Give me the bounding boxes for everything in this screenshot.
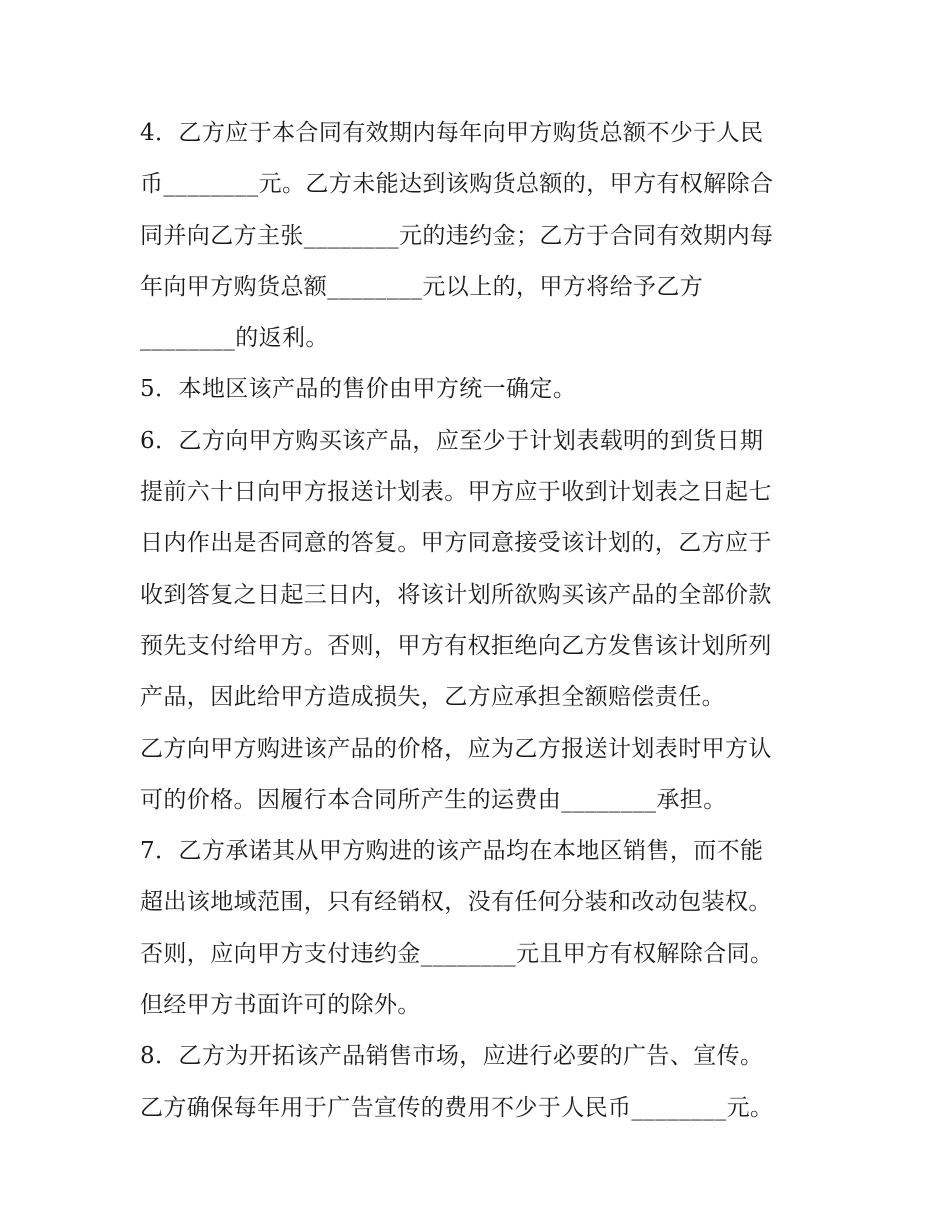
text-line: 超出该地域范围，只有经销权，没有任何分装和改动包装权。 — [140, 889, 772, 916]
text-line: 8．乙方为开拓该产品销售市场，应进行必要的广告、宣传。 — [140, 1043, 764, 1070]
text-line: 币________元。乙方未能达到该购货总额的，甲方有权解除合 — [140, 171, 774, 198]
text-line: 可的价格。因履行本合同所产生的运费由________承担。 — [140, 786, 727, 813]
text-line: 同并向乙方主张________元的违约金；乙方于合同有效期内每 — [140, 222, 774, 249]
text-line: 预先支付给甲方。否则，甲方有权拒绝向乙方发售该计划所列 — [140, 632, 772, 659]
contract-text — [140, 108, 840, 1134]
text-line: 4．乙方应于本合同有效期内每年向甲方购货总额不少于人民 — [140, 120, 764, 146]
text-line: 乙方确保每年用于广告宣传的费用不少于人民币________元。 — [140, 1094, 774, 1121]
text-line: 5．本地区该产品的售价由甲方统一确定。 — [140, 376, 577, 403]
text-line: 7．乙方承诺其从甲方购进的该产品均在本地区销售，而不能 — [140, 838, 764, 865]
text-line: 日内作出是否同意的答复。甲方同意接受该计划的，乙方应于 — [140, 530, 772, 557]
text-line: 收到答复之日起三日内，将该计划所欲购买该产品的全部价款 — [140, 581, 772, 608]
text-line: ________的返利。 — [140, 325, 329, 352]
text-line: 否则，应向甲方支付违约金________元且甲方有权解除合同。 — [140, 940, 774, 967]
text-line: 年向甲方购货总额________元以上的，甲方将给予乙方 — [140, 273, 704, 300]
text-line: 6．乙方向甲方购买该产品，应至少于计划表载明的到货日期 — [140, 427, 764, 454]
text-line: 提前六十日向甲方报送计划表。甲方应于收到计划表之日起七 — [140, 479, 772, 506]
text-line: 但经甲方书面许可的除外。 — [140, 992, 421, 1019]
text-line: 乙方向甲方购进该产品的价格，应为乙方报送计划表时甲方认 — [140, 735, 772, 762]
text-line: 产品，因此给甲方造成损失，乙方应承担全额赔偿责任。 — [140, 684, 725, 711]
